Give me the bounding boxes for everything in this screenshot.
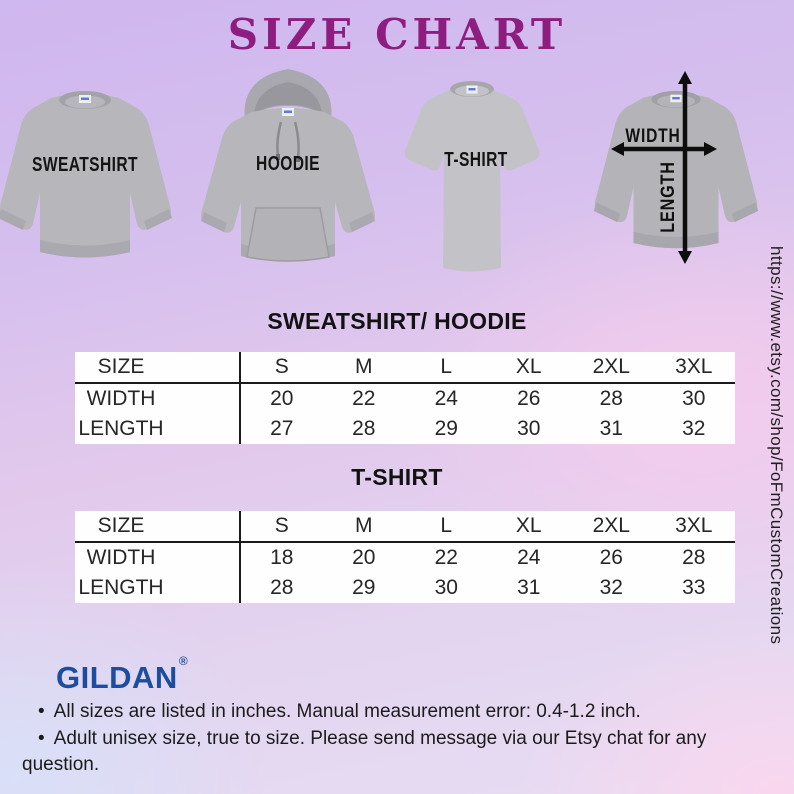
table-cell: 18 [270, 546, 294, 569]
table-cell: 24 [434, 387, 458, 410]
column-header: M [323, 352, 406, 383]
column-header: M [323, 511, 406, 542]
size-table-tshirt [75, 511, 735, 603]
column-header: L [405, 352, 488, 383]
column-header: XL [488, 511, 571, 542]
table-cell: 28 [682, 546, 706, 569]
table-cell: 33 [682, 576, 706, 599]
table-cell: 29 [352, 576, 376, 599]
table-cell: 28 [599, 387, 623, 410]
column-header: S [240, 511, 323, 542]
length-label: LENGTH [658, 161, 679, 233]
column-header-size: SIZE [75, 352, 240, 383]
table-row-length [75, 414, 735, 444]
page-title: SIZE CHART [227, 10, 567, 59]
row-label: WIDTH [75, 542, 240, 573]
note-text: All sizes are listed in inches. Manual measurement error: 0.4-1.2 inch. [53, 701, 641, 722]
table-header-row [75, 352, 735, 383]
section-heading-sweatshirt-hoodie: SWEATSHIRT/ HOODIE [267, 308, 527, 334]
column-header: 3XL [653, 511, 736, 542]
table-cell: 24 [517, 546, 541, 569]
tshirt-label: T-SHIRT [444, 149, 508, 171]
column-header: 2XL [570, 511, 653, 542]
table-cell: 22 [352, 387, 376, 410]
width-label: WIDTH [625, 126, 681, 147]
table-cell: 28 [352, 417, 376, 440]
table-cell: 28 [270, 576, 294, 599]
table-row-width [75, 383, 735, 414]
gildan-logo [56, 653, 189, 696]
table-cell: 30 [682, 387, 706, 410]
table-cell: 31 [517, 576, 541, 599]
row-label: LENGTH [75, 414, 240, 444]
column-header: S [240, 352, 323, 383]
table-cell: 27 [270, 417, 294, 440]
registered-mark: ® [178, 653, 189, 668]
shop-url: https://www.etsy.com/shop/FoFmCustomCreations [767, 246, 786, 645]
hoodie-graphic [196, 64, 380, 292]
measurement-sweatshirt-image [588, 70, 766, 292]
table-cell: 30 [434, 576, 458, 599]
table-cell: 26 [599, 546, 623, 569]
note-text: Adult unisex size, true to size. Please send message via our Etsy chat for any question. [22, 727, 707, 775]
row-label: LENGTH [75, 573, 240, 603]
table-cell: 22 [434, 546, 458, 569]
table-cell: 29 [434, 417, 458, 440]
table-cell: 26 [517, 387, 541, 410]
gildan-logo-text: GILDAN [56, 660, 178, 695]
row-label: WIDTH [75, 383, 240, 414]
notes-section [22, 699, 764, 779]
sweatshirt-graphic [0, 84, 176, 294]
bullet-icon: • [38, 701, 45, 722]
sweatshirt-label: SWEATSHIRT [32, 154, 138, 176]
note-item [22, 699, 764, 726]
table-cell: 30 [517, 417, 541, 440]
column-header: 2XL [570, 352, 653, 383]
hoodie-label: HOODIE [256, 153, 320, 175]
column-header-size: SIZE [75, 511, 240, 542]
table-row-width [75, 542, 735, 573]
table-row-length [75, 573, 735, 603]
size-table-sweatshirt-hoodie [75, 352, 735, 444]
column-header: XL [488, 352, 571, 383]
sweatshirt-image [0, 84, 176, 294]
table-header-row [75, 511, 735, 542]
tshirt-image [396, 78, 548, 290]
tshirt-graphic [396, 78, 548, 290]
table-cell: 31 [599, 417, 623, 440]
bullet-icon: • [38, 727, 45, 749]
table-cell: 32 [599, 576, 623, 599]
note-item [22, 726, 764, 779]
hoodie-image [196, 64, 380, 292]
column-header: 3XL [653, 352, 736, 383]
table-cell: 20 [352, 546, 376, 569]
column-header: L [405, 511, 488, 542]
table-cell: 20 [270, 387, 294, 410]
section-heading-tshirt: T-SHIRT [351, 464, 443, 490]
table-cell: 32 [682, 417, 706, 440]
